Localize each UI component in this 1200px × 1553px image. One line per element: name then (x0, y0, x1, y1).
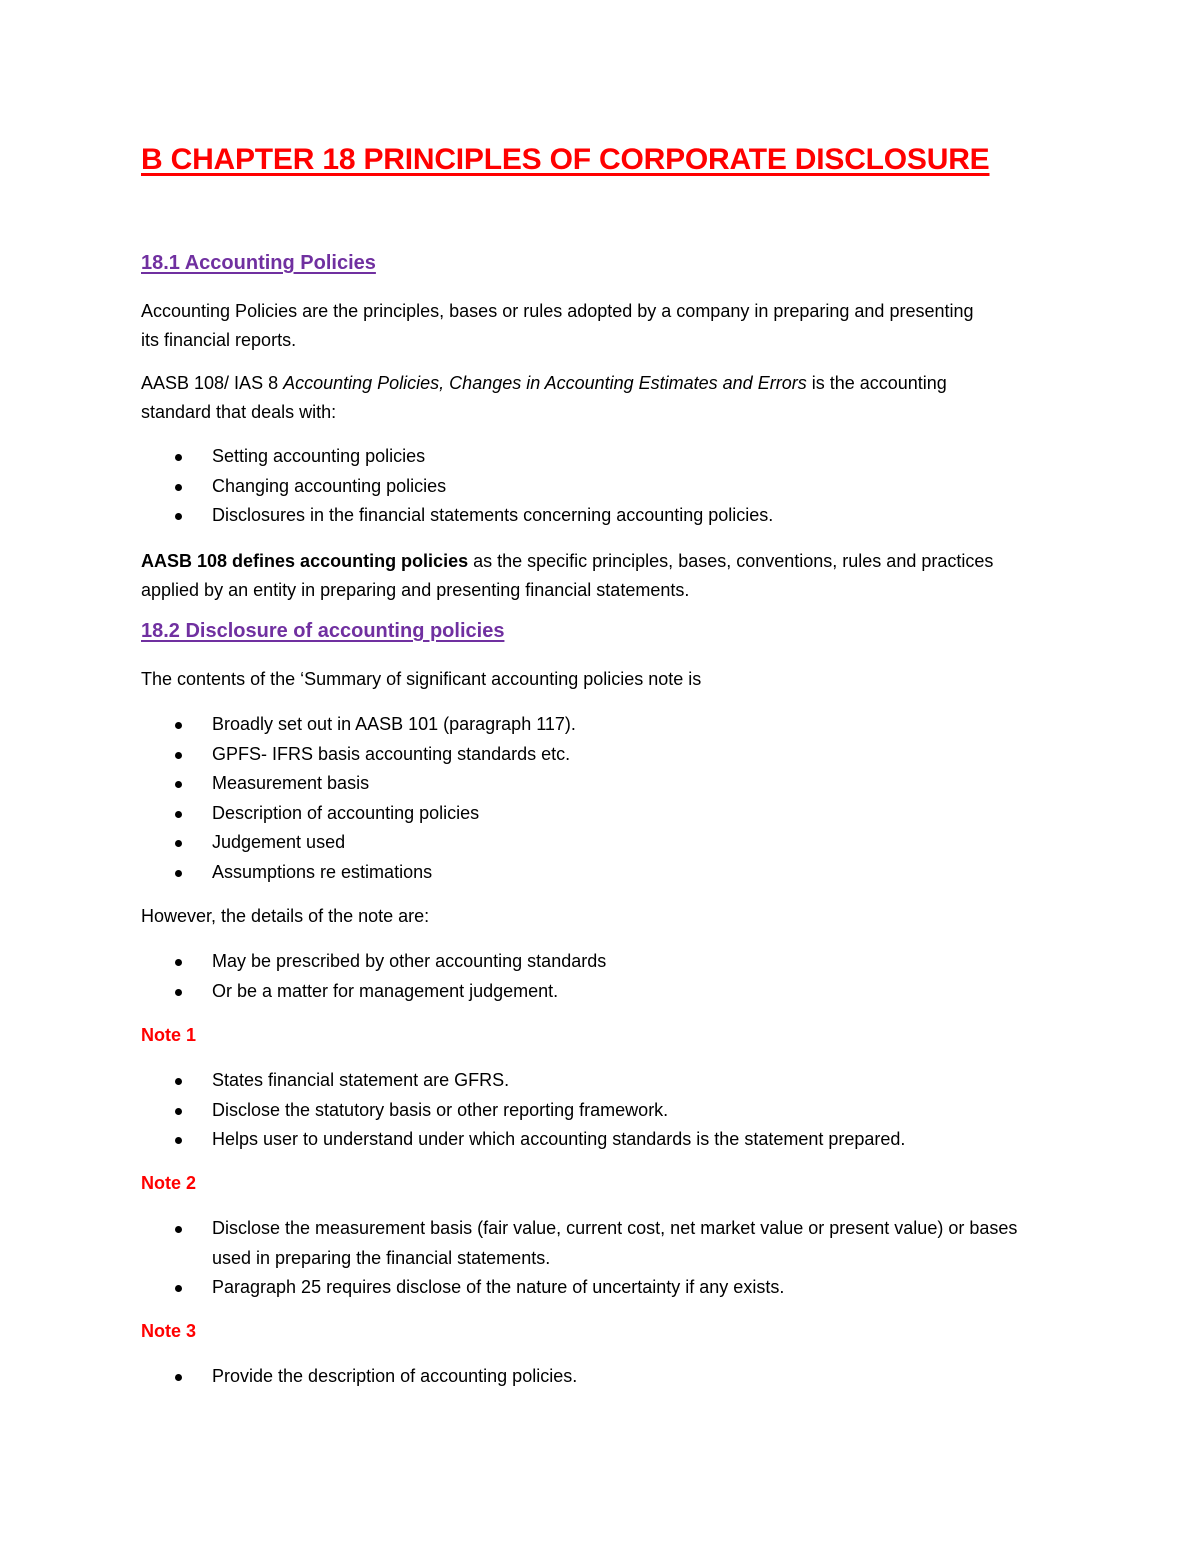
note-3-label (141, 1321, 196, 1342)
note-details-list (141, 947, 606, 1006)
chapter-title-text: B CHAPTER 18 PRINCIPLES OF CORPORATE DISCLOSURE (141, 143, 990, 176)
section-heading-18-1-text: 18.1 Accounting Policies (141, 252, 376, 274)
standard-line-2: standard that deals with: (141, 402, 337, 422)
standard-prefix: AASB 108/ IAS 8 (141, 373, 284, 393)
list-item: Setting accounting policies (141, 442, 773, 472)
standard-suffix: is the accounting (806, 373, 947, 393)
policies-definition-paragraph (141, 297, 974, 355)
aasb-108-defines-bold: AASB 108 defines accounting policies (141, 551, 469, 571)
list-item: Provide the description of accounting policies. (141, 1362, 577, 1392)
note-1-label (141, 1025, 196, 1046)
note-1-label-text: Note 1 (141, 1025, 197, 1045)
list-item: Description of accounting policies (141, 799, 576, 829)
policies-definition-line-2: its financial reports. (141, 330, 297, 350)
list-item: Assumptions re estimations (141, 858, 576, 888)
standard-paragraph (141, 369, 947, 427)
section-heading-18-1 (141, 252, 376, 275)
list-item: Judgement used (141, 828, 576, 858)
list-item: Or be a matter for management judgement. (141, 977, 606, 1007)
list-item: Broadly set out in AASB 101 (paragraph 117). (141, 710, 576, 740)
aasb-108-defines-rest: as the specific principles, bases, conventions, rules and practices (468, 551, 994, 571)
list-item: Disclose the measurement basis (fair value, current cost, net market value or present value) or bases used in preparing the financial statements. (141, 1214, 1052, 1273)
list-item: Disclosures in the financial statements concerning accounting policies. (141, 501, 773, 531)
note-1-list (141, 1066, 905, 1155)
summary-intro-text: The contents of the ‘Summary of significant accounting policies note is (141, 669, 702, 689)
chapter-title (141, 143, 989, 177)
list-item: Helps user to understand under which accounting standards is the statement prepared. (141, 1125, 905, 1155)
list-item: GPFS- IFRS basis accounting standards etc. (141, 740, 576, 770)
policies-definition-line-1: Accounting Policies are the principles, bases or rules adopted by a company in preparing and presenting (141, 301, 974, 321)
standard-topics-list (141, 442, 773, 531)
list-item: States financial statement are GFRS. (141, 1066, 905, 1096)
summary-contents-list (141, 710, 576, 887)
note-3-label-text: Note 3 (141, 1321, 197, 1341)
list-item: Changing accounting policies (141, 472, 773, 502)
list-item: Disclose the statutory basis or other reporting framework. (141, 1096, 905, 1126)
list-item: May be prescribed by other accounting standards (141, 947, 606, 977)
however-text: However, the details of the note are: (141, 906, 430, 926)
aasb-108-defines-line-2: applied by an entity in preparing and presenting financial statements. (141, 580, 690, 600)
standard-name: Accounting Policies, Changes in Accounting Estimates and Errors (283, 373, 807, 393)
section-heading-18-2-text: 18.2 Disclosure of accounting policies (141, 620, 505, 642)
section-heading-18-2 (141, 620, 504, 643)
note-2-label (141, 1173, 196, 1194)
aasb-108-definition-paragraph (141, 547, 993, 605)
summary-intro-paragraph (141, 665, 701, 694)
however-paragraph (141, 902, 429, 931)
list-item: Paragraph 25 requires disclose of the nature of uncertainty if any exists. (141, 1273, 1052, 1303)
note-2-list (141, 1214, 1052, 1303)
note-2-label-text: Note 2 (141, 1173, 197, 1193)
list-item: Measurement basis (141, 769, 576, 799)
note-3-list (141, 1362, 577, 1392)
